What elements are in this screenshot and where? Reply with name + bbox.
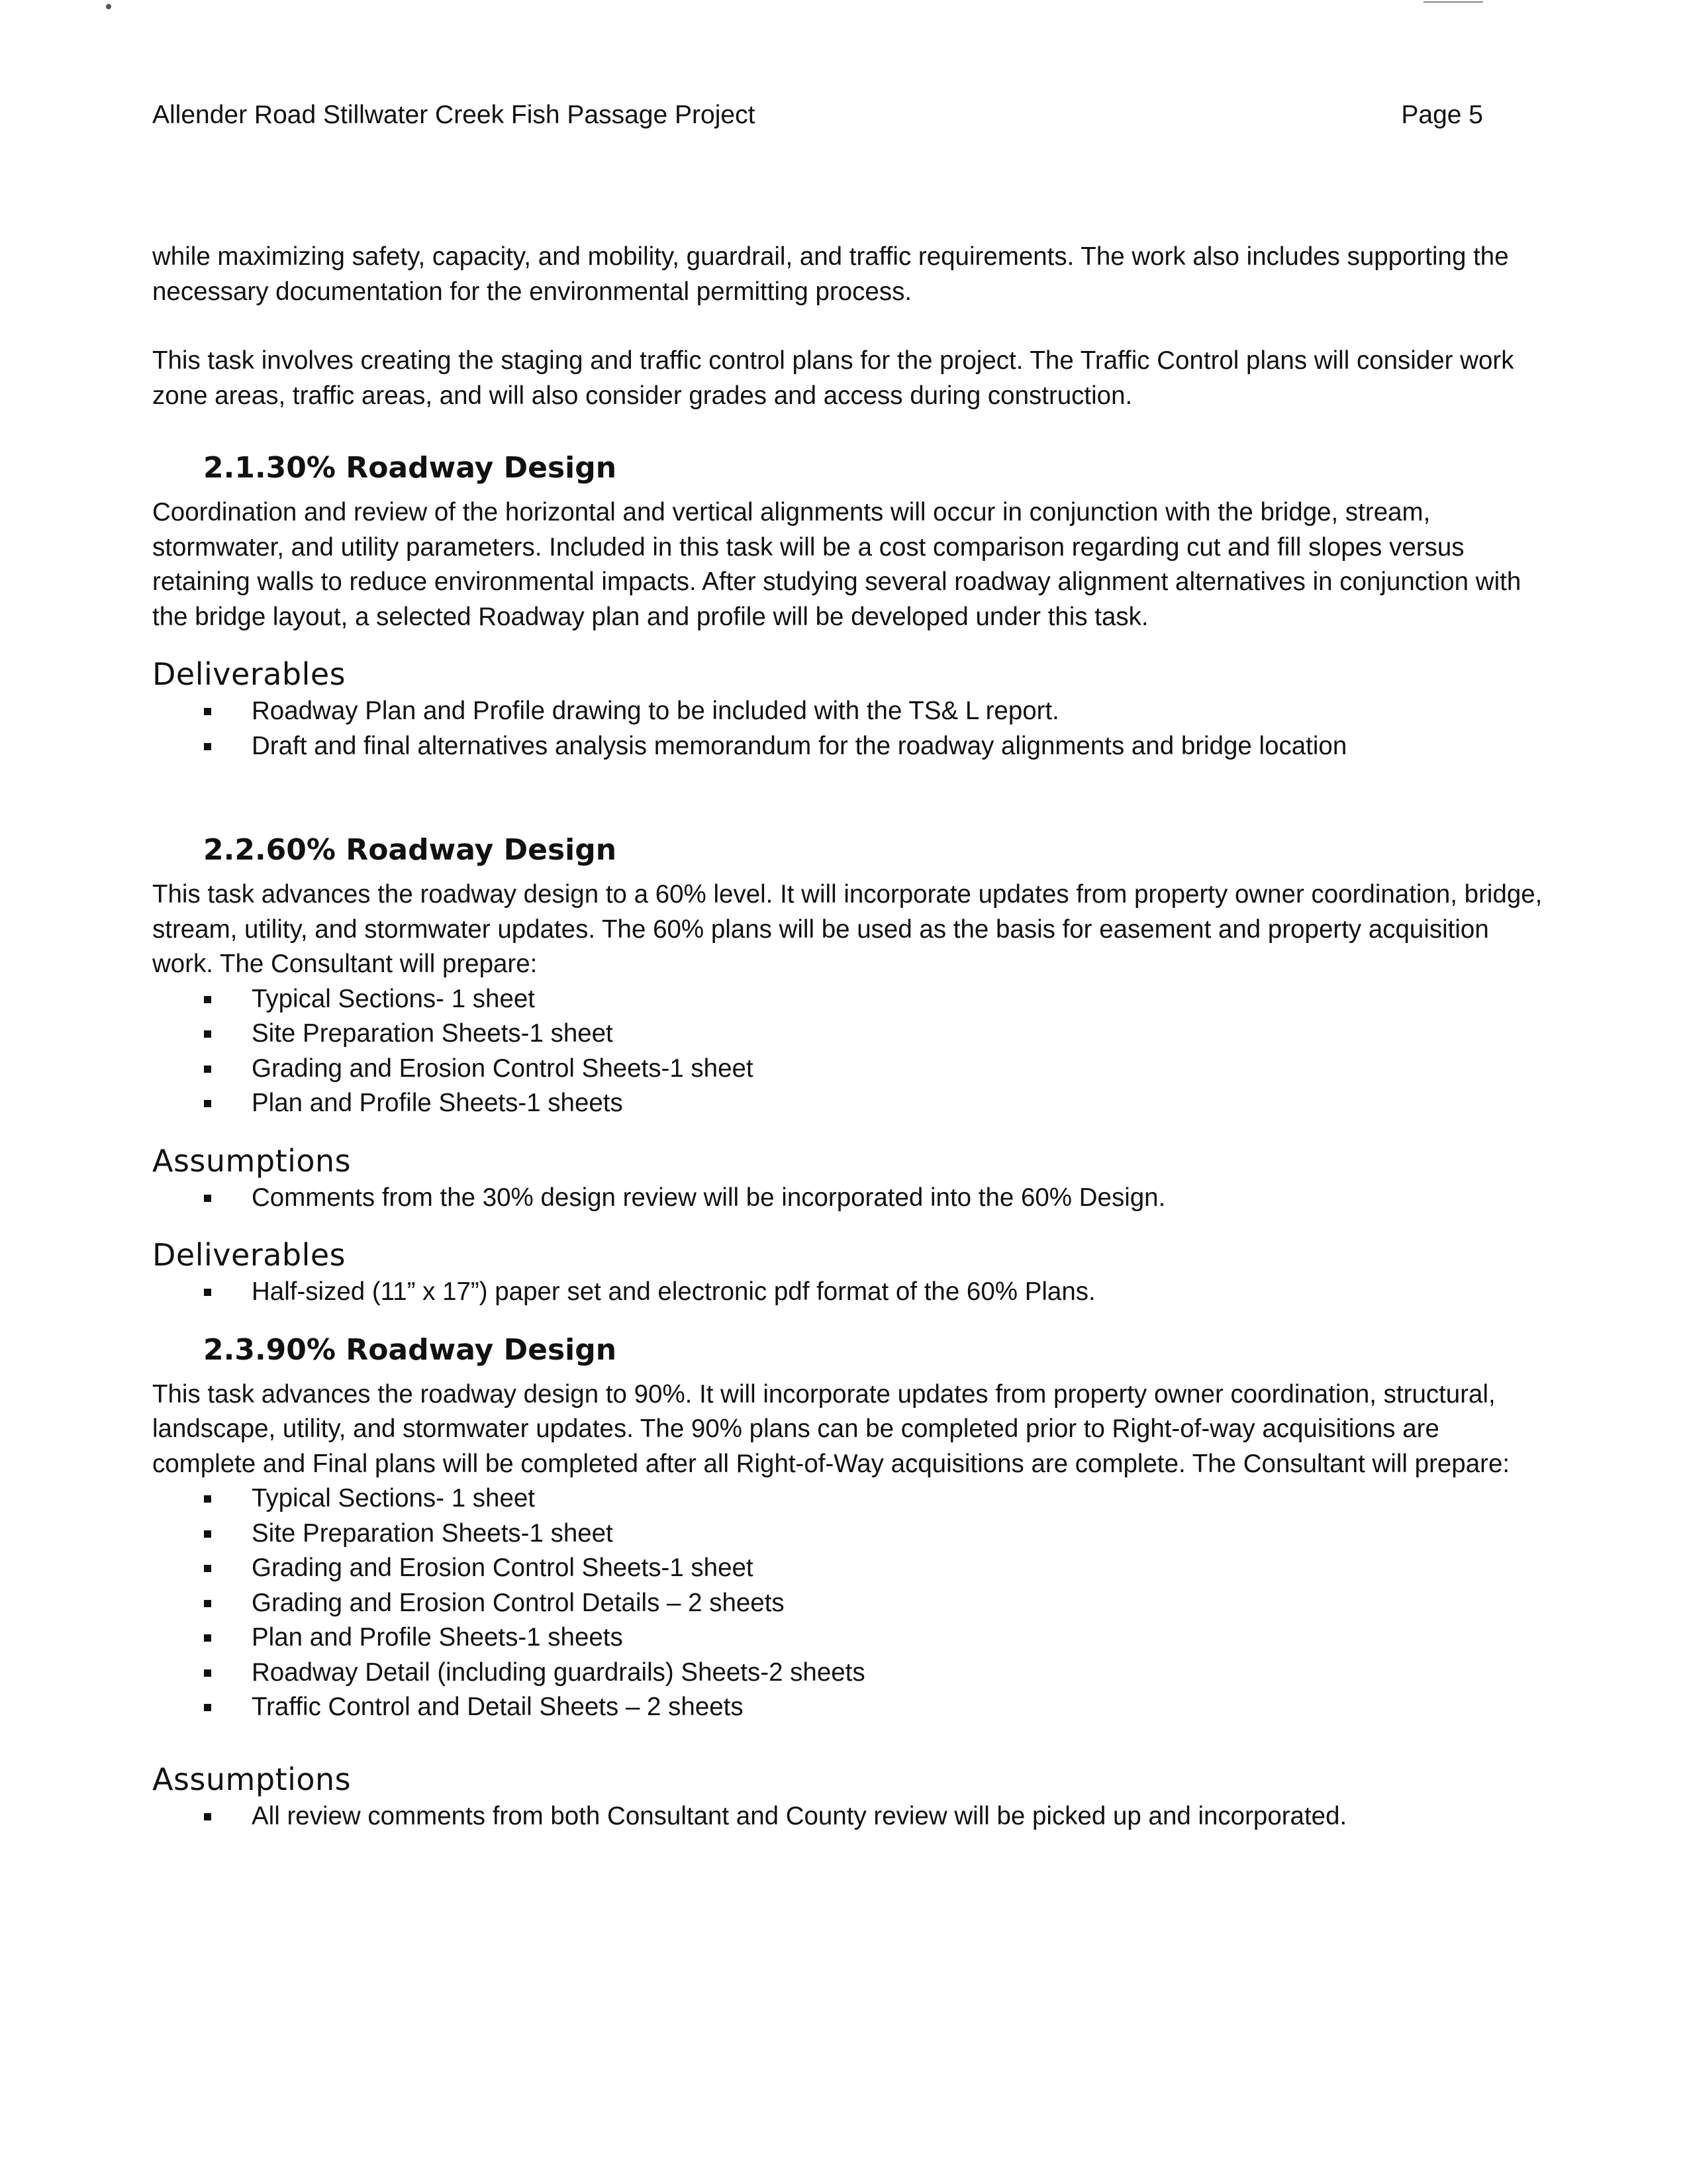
list-item: Grading and Erosion Control Sheets-1 sheet (152, 1052, 1549, 1087)
list-item: Plan and Profile Sheets-1 sheets (152, 1086, 1549, 1121)
section-number: 2.1. (203, 451, 266, 485)
assumptions-heading: Assumptions (152, 1142, 352, 1179)
bullet-icon (204, 996, 211, 1003)
deliverables-list (152, 1275, 1549, 1310)
bullet-icon (204, 1495, 211, 1503)
section-heading-2-2 (203, 830, 1549, 871)
list-item: Grading and Erosion Control Sheets-1 sheet (152, 1551, 1549, 1586)
list-item: Traffic Control and Detail Sheets – 2 sheets (152, 1690, 1549, 1725)
bullet-icon (204, 1195, 211, 1202)
bullet-icon (204, 1066, 211, 1073)
bullet-icon (204, 1669, 211, 1677)
section-title: 30% Roadway Design (265, 451, 617, 485)
section-heading-2-1 (203, 448, 1549, 489)
list-item: Site Preparation Sheets-1 sheet (152, 1017, 1549, 1052)
list-item: All review comments from both Consultant and County review will be picked up and incorporated. (152, 1799, 1549, 1834)
scan-line (1423, 1, 1483, 3)
deliverables-heading: Deliverables (152, 1237, 346, 1273)
list-item: Typical Sections- 1 sheet (152, 982, 1549, 1017)
section-number: 2.3. (203, 1332, 266, 1367)
list-item: Site Preparation Sheets-1 sheet (152, 1516, 1549, 1552)
section-heading-2-3 (203, 1330, 1549, 1371)
bullet-icon (204, 1100, 211, 1107)
document-title: Allender Road Stillwater Creek Fish Passage Project (152, 101, 755, 129)
deliverables-heading: Deliverables (152, 656, 346, 692)
bullet-icon (204, 1530, 211, 1538)
assumptions-list (152, 1181, 1549, 1216)
list-item: Draft and final alternatives analysis memorandum for the roadway alignments and bridge location (152, 729, 1549, 764)
bullet-icon (204, 1704, 211, 1711)
list-item: Comments from the 30% design review will be incorporated into the 60% Design. (152, 1181, 1549, 1216)
prepare-list (152, 1481, 1549, 1725)
section-number: 2.2. (203, 833, 266, 867)
assumptions-list (152, 1799, 1549, 1834)
prepare-list (152, 982, 1549, 1121)
scan-speck (106, 4, 111, 9)
bullet-icon (204, 1813, 211, 1820)
bullet-icon (204, 708, 211, 715)
list-item: Half-sized (11” x 17”) paper set and electronic pdf format of the 60% Plans. (152, 1275, 1549, 1310)
list-item: Roadway Detail (including guardrails) Sheets-2 sheets (152, 1656, 1549, 1691)
intro-paragraph-1: while maximizing safety, capacity, and mobility, guardrail, and traffic requirements. The work also includes supporting the necessary documentation for the environmental permitting process. (152, 242, 1509, 306)
deliverables-list (152, 694, 1549, 764)
section-2-3-body: This task advances the roadway design to 90%. It will incorporate updates from property owner coordination, structural, landscape, utility, and stormwater updates. The 90% plans can be completed prior to Right-of-way acquisitions are complete and Final plans will be completed after all Right-of-Way acquisitions are complete. The Consultant will prepare: (152, 1379, 1510, 1478)
bullet-icon (204, 743, 211, 750)
list-item: Plan and Profile Sheets-1 sheets (152, 1620, 1549, 1656)
page-number: Page 5 (1401, 101, 1483, 129)
bullet-icon (204, 1600, 211, 1607)
intro-paragraph-2: This task involves creating the staging and traffic control plans for the project. The Traffic Control plans will consider work zone areas, traffic areas, and will also consider grades and access during construction. (152, 346, 1514, 410)
list-item: Roadway Plan and Profile drawing to be included with the TS& L report. (152, 694, 1549, 729)
bullet-icon (204, 1634, 211, 1642)
bullet-icon (204, 1289, 211, 1296)
list-item: Typical Sections- 1 sheet (152, 1481, 1549, 1516)
section-title: 60% Roadway Design (265, 833, 617, 867)
section-2-2-body: This task advances the roadway design to a 60% level. It will incorporate updates from property owner coordination, bridge, stream, utility, and stormwater updates. The 60% plans will be used as the basis for easement and property acquisition work. The Consultant will prepare: (152, 880, 1543, 978)
section-2-1-body: Coordination and review of the horizontal and vertical alignments will occur in conjunction with the bridge, stream, stormwater, and utility parameters. Included in this task will be a cost comparison regarding cut and fill slopes versus retaining walls to reduce environmental impacts. After studying several roadway alignment alternatives in conjunction with the bridge layout, a selected Roadway plan and profile will be developed under this task. (152, 498, 1521, 631)
list-item: Grading and Erosion Control Details – 2 sheets (152, 1586, 1549, 1621)
assumptions-heading: Assumptions (152, 1761, 352, 1797)
bullet-icon (204, 1030, 211, 1038)
bullet-icon (204, 1565, 211, 1572)
page-body (152, 240, 1549, 1834)
section-title: 90% Roadway Design (265, 1332, 617, 1367)
